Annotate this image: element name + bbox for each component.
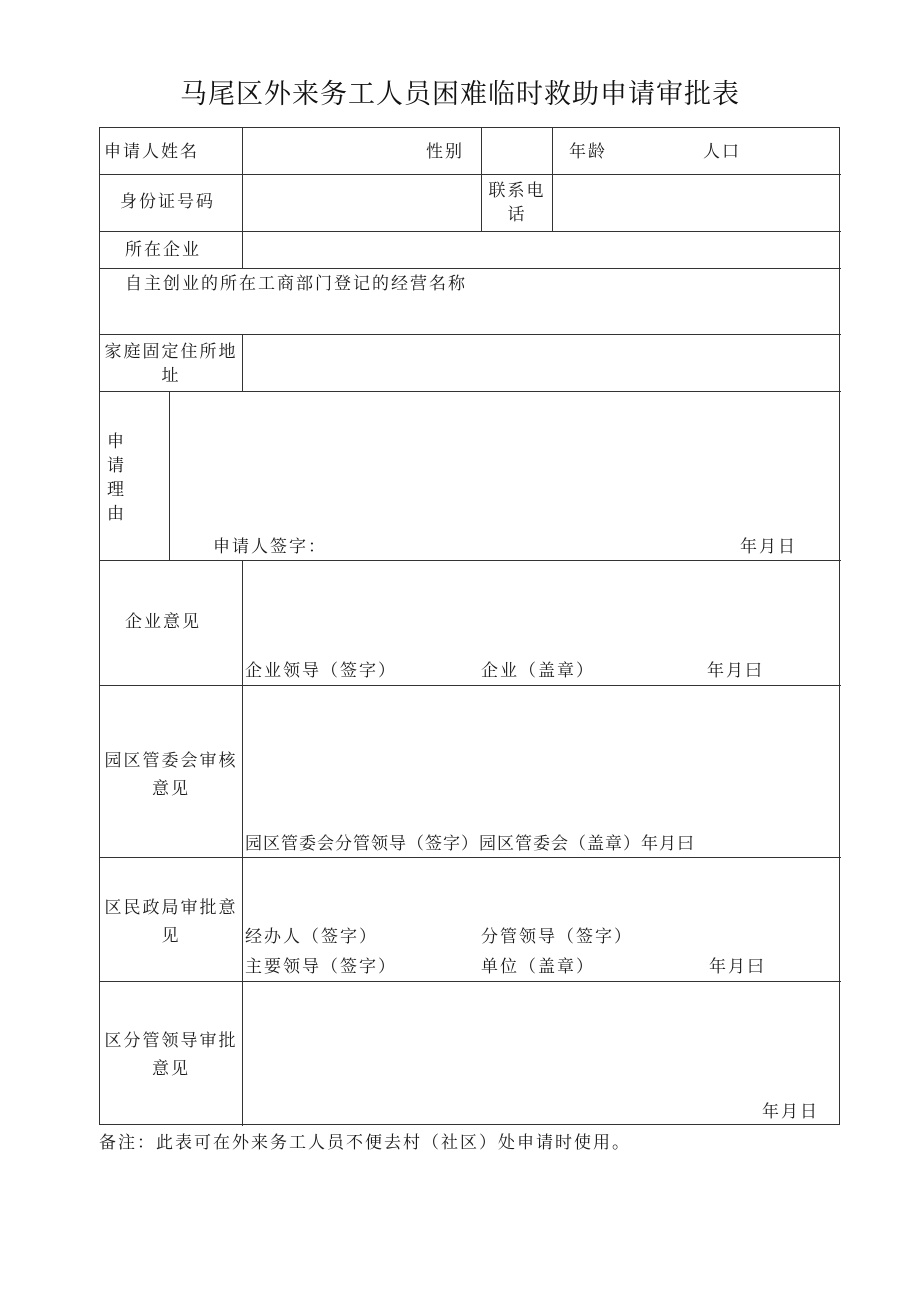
footnote: 备注：此表可在外来务工人员不便去村（社区）处申请时使用。: [99, 1133, 631, 1153]
row-divider: [100, 231, 841, 232]
row-divider: [100, 857, 841, 858]
page-title: 马尾区外来务工人员困难临时救助申请审批表: [180, 79, 740, 110]
enterprise-leader-sign: 企业领导（签字）: [245, 661, 397, 681]
phone-label: 联系电话: [488, 181, 546, 225]
handler-sign: 经办人（签字）: [245, 927, 378, 947]
population-label: 人口: [703, 142, 741, 162]
col-divider: [552, 128, 553, 231]
row-divider: [100, 268, 841, 269]
district-leader-date-label: 年月日: [762, 1102, 819, 1122]
application-form-table: [99, 127, 840, 1125]
company-label: 所在企业: [125, 240, 201, 260]
district-leader-opinion-label: 区分管领导审批意见: [104, 1031, 238, 1079]
reason-label: 申请理由: [107, 432, 124, 524]
col-divider: [481, 128, 482, 231]
col-divider: [242, 334, 243, 391]
row-divider: [100, 685, 841, 686]
civil-affairs-opinion-label: 区民政局审批意见: [104, 898, 238, 946]
row-divider: [100, 981, 841, 982]
applicant-name-label: 申请人姓名: [104, 142, 199, 162]
row-divider: [100, 174, 841, 175]
deputy-leader-sign: 分管领导（签字）: [481, 927, 633, 947]
civil-affairs-date-label: 年月曰: [709, 957, 766, 977]
park-opinion-label: 园区管委会审核意见: [104, 751, 238, 799]
park-opinion-footer: 园区管委会分管领导（签字）园区管委会（盖章）年月曰: [245, 834, 695, 854]
home-address-label: 家庭固定住所地址: [104, 342, 238, 386]
id-number-label: 身份证号码: [120, 192, 215, 212]
business-name-label: 自主创业的所在工商部门登记的经营名称: [125, 274, 467, 294]
col-divider: [242, 560, 243, 1126]
applicant-signature-label: 申请人签字：: [213, 537, 327, 557]
row-divider: [100, 391, 841, 392]
enterprise-date-label: 年月曰: [707, 661, 764, 681]
age-label: 年龄: [569, 142, 607, 162]
enterprise-seal: 企业（盖章）: [481, 661, 595, 681]
col-divider: [242, 128, 243, 268]
col-divider: [169, 391, 170, 560]
gender-label: 性别: [426, 142, 464, 162]
row-divider: [100, 334, 841, 335]
reason-date-label: 年月日: [740, 537, 797, 557]
main-leader-sign: 主要领导（签字）: [245, 957, 397, 977]
enterprise-opinion-label: 企业意见: [125, 612, 201, 632]
row-divider: [100, 560, 841, 561]
unit-seal: 单位（盖章）: [481, 957, 595, 977]
